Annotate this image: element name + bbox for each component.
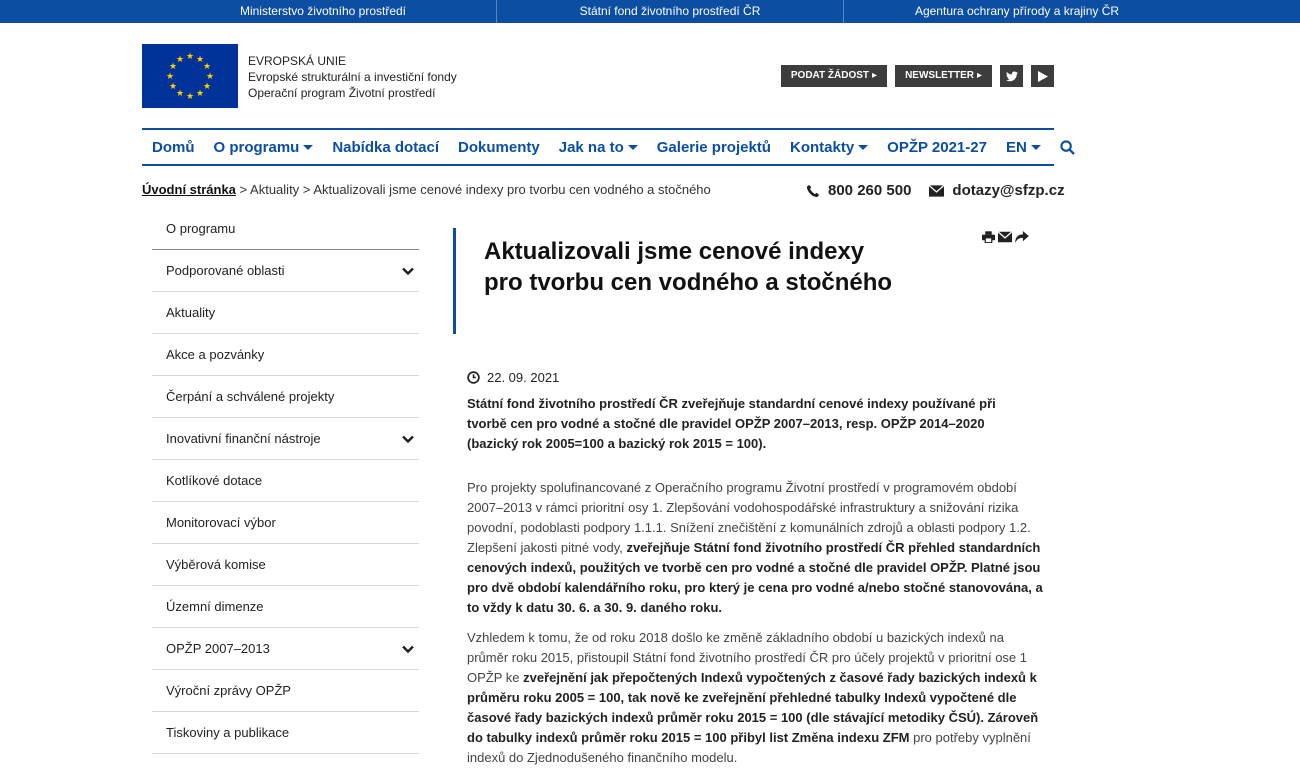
submit-request-label: PODAT ŽÁDOST (790, 70, 870, 81)
email-share-icon[interactable] (998, 231, 1012, 243)
svg-text:★: ★ (185, 52, 195, 62)
link-ministry[interactable]: Ministerstvo životního prostředí (150, 0, 497, 23)
newsletter-label: NEWSLETTER (905, 70, 974, 81)
sidebar-item-financial-instruments[interactable] (152, 418, 419, 460)
nav-program[interactable] (214, 139, 314, 156)
eu-line-2: Evropské strukturální a investiční fondy (248, 70, 457, 84)
twitter-button[interactable] (1000, 65, 1023, 87)
sidebar-item-supported-areas[interactable] (152, 250, 419, 292)
sidebar-item-program[interactable] (152, 208, 419, 250)
nav-gallery[interactable] (657, 139, 771, 156)
nav-contacts[interactable] (790, 139, 868, 156)
eu-line-1: EVROPSKÁ UNIE (248, 54, 347, 68)
email-address: dotazy@sfzp.cz (952, 182, 1065, 199)
chevron-down-icon[interactable] (401, 432, 415, 446)
twitter-icon (1006, 71, 1018, 82)
svg-text:★: ★ (165, 72, 175, 82)
search-button[interactable] (1060, 140, 1075, 155)
triangle-right-icon: ▸ (976, 70, 982, 81)
sidebar-item-opzp-2007[interactable] (152, 628, 419, 670)
link-aopk[interactable]: Agentura ochrany přírody a krajiny ČR (914, 4, 1120, 18)
sidebar-item-events[interactable] (152, 334, 419, 376)
header (142, 44, 1054, 108)
share-icon[interactable] (1015, 231, 1029, 243)
nav-home[interactable] (152, 139, 195, 156)
breadcrumb-home[interactable]: Úvodní stránka (142, 182, 236, 197)
nav-documents-label: Dokumenty (458, 138, 540, 156)
print-icon[interactable] (982, 231, 995, 243)
article-title-bar (453, 228, 1055, 334)
caret-down-icon (303, 145, 313, 150)
nav-documents[interactable] (458, 139, 540, 156)
phone-icon (806, 184, 820, 198)
nav-grants-label: Nabídka dotací (332, 138, 440, 156)
breadcrumb-sep: > (302, 182, 311, 197)
page-title: Aktualizovali jsme cenové indexy pro tvorbu cen vodného a stočného (484, 238, 893, 296)
youtube-button[interactable] (1031, 65, 1054, 87)
phone-number: 800 260 500 (828, 182, 912, 199)
play-icon (1038, 71, 1048, 82)
svg-text:★: ★ (205, 72, 215, 82)
svg-text:★: ★ (202, 82, 212, 92)
nav-howto-label: Jak na to (558, 138, 624, 156)
email-link[interactable] (929, 182, 1064, 199)
caret-down-icon (628, 145, 638, 150)
breadcrumb-section[interactable]: Aktuality (250, 182, 300, 197)
nav-program-label: O programu (213, 138, 300, 156)
sidebar-item-label: Aktuality (166, 305, 216, 320)
sidebar-item-monitoring-committee[interactable] (152, 502, 419, 544)
sidebar-item-label: O programu (166, 221, 236, 236)
article-date (467, 370, 559, 385)
sidebar-item-territorial-dimension[interactable] (152, 586, 419, 628)
svg-text:★: ★ (185, 92, 195, 102)
paragraph-1-bold: zveřejňuje Státní fond životního prostředí ČR přehled standardních cenových indexů, použitých ve tvorbě cen pro vodné a stočné dle pravidel OPŽP. Platné jsou pro dvě období kalendářního roku, pro který je cena pro vodné a/nebo stočné stanovována, a to vždy k datu 30. 6. a 30. 9. daného roku. (467, 540, 1043, 615)
chevron-down-icon[interactable] (401, 264, 415, 278)
main-nav (142, 128, 1054, 166)
sidebar-item-label: OPŽP 2007–2013 (166, 641, 270, 656)
sidebar-item-label: Monitorovací výbor (166, 515, 276, 530)
breadcrumb (142, 182, 711, 197)
sidebar-item-label: Výběrová komise (166, 557, 266, 572)
sidebar-item-projects[interactable] (152, 376, 419, 418)
nav-opzp-2021-label: OPŽP 2021-27 (887, 138, 987, 156)
paragraph-2-text-c: pro potřeby vyplnění indexů do Zjednodušeného finančního modelu. (467, 730, 1031, 765)
newsletter-button[interactable] (895, 65, 992, 87)
article-lead: Státní fond životního prostředí ČR zveřejňuje standardní cenové indexy používané při tvorbě cen pro vodné a stočné dle pravidel OPŽP 2007–2013, resp. OPŽP 2014–2020 (bazický rok 2005=100 a bazický rok 2015 = 100). (467, 396, 996, 451)
nav-home-label: Domů (152, 138, 195, 156)
svg-text:★: ★ (202, 62, 212, 72)
article (453, 228, 1055, 765)
breadcrumb-current: Aktualizovali jsme cenové indexy pro tvorbu cen vodného a stočného (313, 182, 711, 197)
nav-gallery-label: Galerie projektů (656, 138, 771, 156)
paragraph-2-text-a: Vzhledem k tomu, že od roku 2018 došlo ke změně základního období u bazických indexů na průměr roku 2015, přistoupil Státní fond životního prostředí ČR pro účely projektů v prioritní ose 1 OPŽP ke (467, 630, 1028, 685)
nav-grants[interactable] (332, 139, 439, 156)
svg-text:★: ★ (168, 62, 178, 72)
eu-flag-logo[interactable] (142, 44, 238, 108)
sidebar-item-label: Podporované oblasti (166, 263, 285, 278)
nav-contacts-label: Kontakty (789, 138, 855, 156)
caret-down-icon (858, 145, 868, 150)
top-bar (0, 0, 1300, 23)
nav-language[interactable] (1006, 139, 1041, 156)
article-tools (982, 231, 1029, 243)
envelope-icon (929, 185, 944, 197)
svg-text:★: ★ (195, 55, 205, 65)
breadcrumb-sep: > (239, 182, 248, 197)
sidebar-item-label: Akce a pozvánky (166, 347, 265, 362)
sidebar-item-label: Územní dimenze (166, 599, 264, 614)
sidebar (152, 208, 419, 754)
svg-text:★: ★ (175, 55, 185, 65)
search-icon (1060, 140, 1075, 155)
sidebar-item-label: Kotlíkové dotace (166, 473, 263, 488)
phone-link[interactable] (806, 182, 911, 199)
clock-icon (467, 371, 480, 384)
triangle-right-icon: ▸ (872, 70, 878, 81)
nav-howto[interactable] (559, 139, 638, 156)
svg-text:★: ★ (168, 82, 178, 92)
chevron-down-icon[interactable] (401, 642, 415, 656)
sidebar-item-selection-committee[interactable] (152, 544, 419, 586)
sidebar-item-publications[interactable] (152, 712, 419, 754)
article-paragraph-1 (467, 478, 1047, 618)
nav-opzp-2021[interactable] (887, 139, 987, 156)
sidebar-item-label: Čerpání a schválené projekty (166, 389, 335, 404)
link-sfzp[interactable]: Státní fond životního prostředí ČR (497, 0, 844, 23)
caret-down-icon (1031, 145, 1041, 150)
svg-text:★: ★ (195, 89, 205, 99)
sidebar-item-label: Inovativní finanční nástroje (166, 431, 321, 446)
sidebar-item-label: Výroční zprávy OPŽP (166, 683, 291, 698)
article-paragraph-2 (467, 628, 1047, 768)
eu-text-block (248, 53, 457, 101)
paragraph-1-text: Pro projekty spolufinancované z Operačního programu Životní prostředí v programovém období 2007–2013 v rámci prioritní osy 1. Zlepšování vodohospodářské infrastruktury a snižování rizika povodní, podoblasti podpory 1.1.1. Snížení znečištění z komunálních zdrojů a oblasti podpory 1.2. Zlepšení jakosti pitné vody, (467, 480, 1031, 555)
eu-line-3: Operační program Životní prostředí (248, 86, 436, 100)
eu-stars-icon (142, 44, 238, 108)
sidebar-item-label: Tiskoviny a publikace (166, 725, 290, 740)
date-text: 22. 09. 2021 (487, 370, 560, 385)
sidebar-item-news[interactable] (152, 292, 419, 334)
svg-text:★: ★ (175, 89, 185, 99)
paragraph-2-bold: zveřejnění jak přepočtených Indexů vypočtených z časové řady bazických indexů k průměru roku 2005 = 100, tak nově ke zveřejnění přehledné tabulky Indexů vypočtené dle časové řady bazických indexů průměr roku 2015 = 100 (dle stávající metodiky ČSÚ). Zároveň do tabulky indexů průměr roku 2015 = 100 přibyl list Změna indexu ZFM (467, 670, 1039, 745)
contact-info (806, 182, 1065, 199)
submit-request-button[interactable] (781, 65, 887, 87)
sidebar-item-boiler-grants[interactable] (152, 460, 419, 502)
sidebar-item-annual-reports[interactable] (152, 670, 419, 712)
nav-language-label: EN (1005, 138, 1027, 156)
